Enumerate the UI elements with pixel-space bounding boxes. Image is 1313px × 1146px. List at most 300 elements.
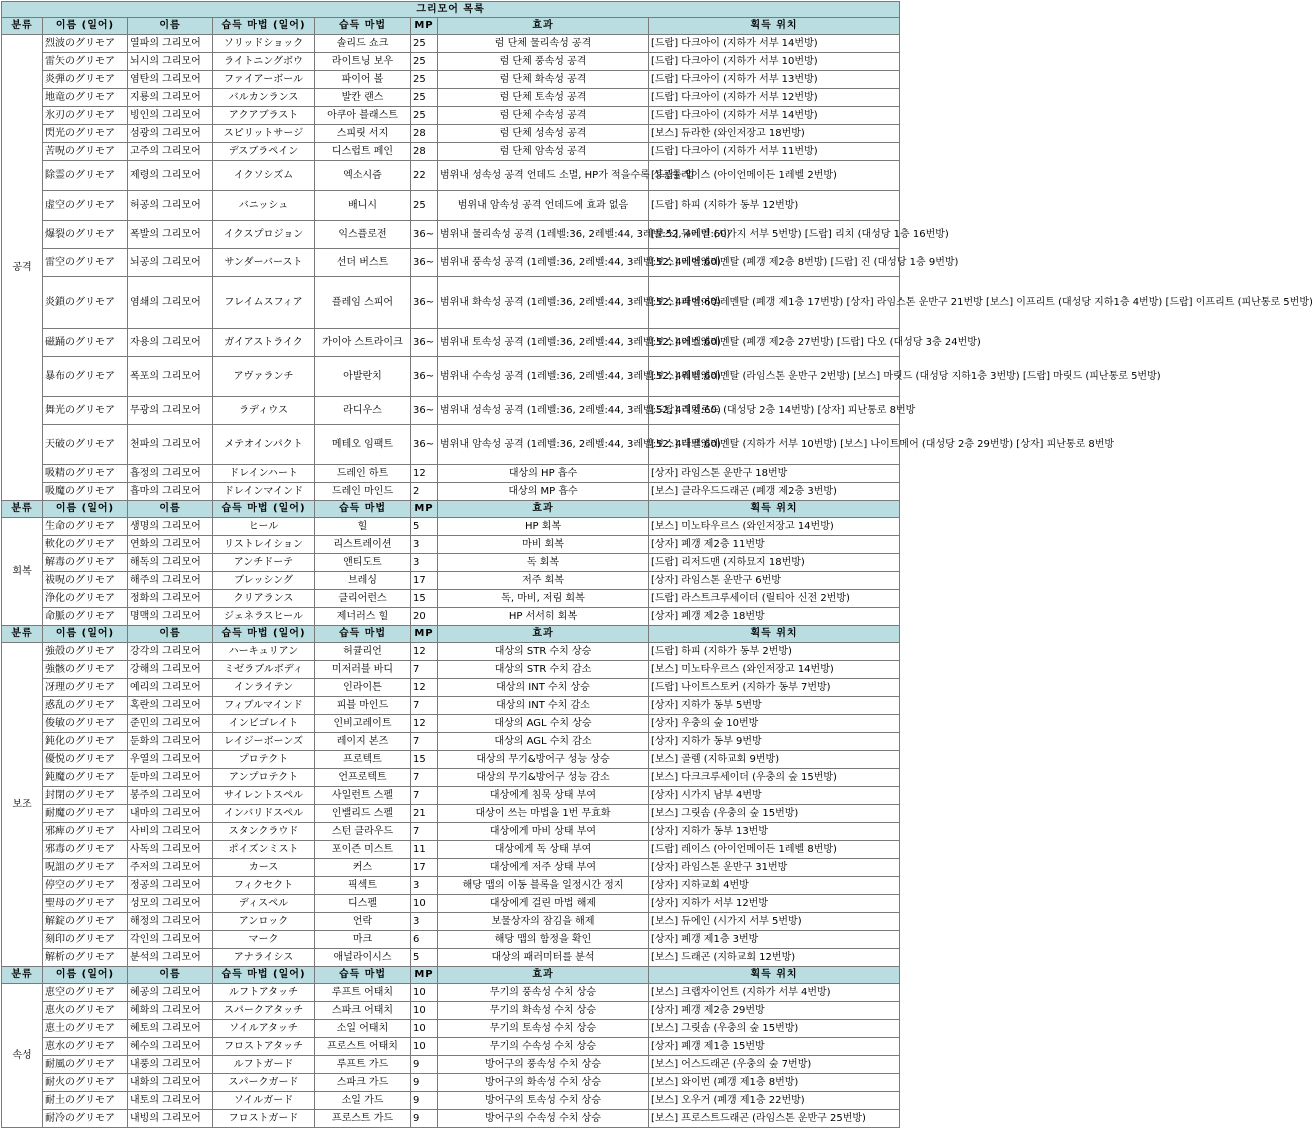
effect-cell: 대상의 AGL 수치 상승 — [438, 715, 649, 733]
spell-name-jp: マーク — [213, 931, 315, 949]
header-effect: 효과 — [438, 626, 649, 643]
grimoire-name-jp: 雷空のグリモア — [43, 249, 128, 277]
spell-name-jp: ガイアストライク — [213, 329, 315, 357]
spell-name-jp: スピリットサージ — [213, 125, 315, 143]
mp-cost: 7 — [411, 661, 438, 679]
spell-name-jp: スパークアタッチ — [213, 1002, 315, 1020]
grimoire-name-jp: 天破のグリモア — [43, 425, 128, 465]
spell-name: 익스플로전 — [315, 221, 411, 249]
effect-cell: 럼 단체 성속성 공격 — [438, 125, 649, 143]
table-row — [2, 191, 900, 221]
mp-cost: 7 — [411, 787, 438, 805]
table-row — [2, 35, 900, 53]
grimoire-name-jp: 耐冷のグリモア — [43, 1110, 128, 1128]
spell-name-jp: アクアブラスト — [213, 107, 315, 125]
spell-name-jp: レイジーボーンズ — [213, 733, 315, 751]
mp-cost: 9 — [411, 1074, 438, 1092]
grimoire-name: 뇌공의 그리모어 — [128, 249, 213, 277]
grimoire-name-jp: 吸魔のグリモア — [43, 483, 128, 501]
location-cell: [보스] 듀에인 (시가지 서부 5번방) — [649, 913, 900, 931]
location-cell: [드랍] 리저드맨 (지하묘지 18번방) — [649, 554, 900, 572]
table-row — [2, 787, 900, 805]
header-effect: 효과 — [438, 18, 649, 35]
table-row — [2, 143, 900, 161]
spell-name-jp: イクソシズム — [213, 161, 315, 191]
spell-name-jp: ディスペル — [213, 895, 315, 913]
header-name: 이름 — [128, 967, 213, 984]
grimoire-name-jp: 吸精のグリモア — [43, 465, 128, 483]
mp-cost: 22 — [411, 161, 438, 191]
mp-cost: 36~ — [411, 425, 438, 465]
location-cell: [드랍] 하피 (지하가 동부 12번방) — [649, 191, 900, 221]
spell-name: 언락 — [315, 913, 411, 931]
mp-cost: 10 — [411, 1020, 438, 1038]
grimoire-name-jp: 炎鎖のグリモア — [43, 277, 128, 329]
location-cell: [드랍] 다크아이 (지하가 서부 14번방) — [649, 107, 900, 125]
grimoire-name: 성모의 그리모어 — [128, 895, 213, 913]
table-row — [2, 89, 900, 107]
mp-cost: 10 — [411, 895, 438, 913]
mp-cost: 36~ — [411, 357, 438, 397]
location-cell: [상자] 폐갱 제1층 15번방 — [649, 1038, 900, 1056]
mp-cost: 5 — [411, 949, 438, 967]
spell-name: 프로텍트 — [315, 751, 411, 769]
spell-name: 스피릿 서지 — [315, 125, 411, 143]
effect-cell: 대상에게 마비 상태 부여 — [438, 823, 649, 841]
effect-cell: HP 회복 — [438, 518, 649, 536]
effect-cell: 방어구의 풍속성 수치 상승 — [438, 1056, 649, 1074]
table-row — [2, 397, 900, 425]
grimoire-name: 주저의 그리모어 — [128, 859, 213, 877]
grimoire-name: 연화의 그리모어 — [128, 536, 213, 554]
grimoire-name-jp: 地竜のグリモア — [43, 89, 128, 107]
effect-cell: 대상의 AGL 수치 감소 — [438, 733, 649, 751]
grimoire-name-jp: 刻印のグリモア — [43, 931, 128, 949]
spell-name-jp: ソリッドショック — [213, 35, 315, 53]
grimoire-name-jp: 封閉のグリモア — [43, 787, 128, 805]
location-cell: [보스] 와이번 (폐갱 제1층 8번방) — [649, 1074, 900, 1092]
mp-cost: 10 — [411, 1038, 438, 1056]
effect-cell: 무기의 화속성 수치 상승 — [438, 1002, 649, 1020]
spell-name-jp: リストレイション — [213, 536, 315, 554]
location-cell: [보스] 워터엘레멘탈 (라임스톤 운반구 2번방) [보스] 마릿드 (대성당 지하1층 3번방) [드랍] 마릿드 (피난통로 5번방) — [649, 357, 900, 397]
table-row — [2, 1110, 900, 1128]
location-cell: [상자] 폐갱 제1층 3번방 — [649, 931, 900, 949]
spell-name-jp: スパークガード — [213, 1074, 315, 1092]
mp-cost: 7 — [411, 697, 438, 715]
location-cell: [상자] 지하가 동부 13번방 — [649, 823, 900, 841]
table-title-row — [2, 2, 900, 18]
spell-name: 발칸 랜스 — [315, 89, 411, 107]
mp-cost: 5 — [411, 518, 438, 536]
table-row — [2, 357, 900, 397]
spell-name: 드레인 마인드 — [315, 483, 411, 501]
grimoire-name: 정공의 그리모어 — [128, 877, 213, 895]
location-cell: [보스] 다크엘레멘탈 (지하가 서부 10번방) [보스] 나이트메어 (대성당 2층 29번방) [상자] 피난통로 8번방 — [649, 425, 900, 465]
table-row — [2, 805, 900, 823]
mp-cost: 3 — [411, 536, 438, 554]
grimoire-name: 혹란의 그리모어 — [128, 697, 213, 715]
header-name-jp: 이름 (일어) — [43, 967, 128, 984]
grimoire-name-jp: 氷刃のグリモア — [43, 107, 128, 125]
grimoire-name-jp: 雷矢のグリモア — [43, 53, 128, 71]
grimoire-name: 내빙의 그리모어 — [128, 1110, 213, 1128]
grimoire-name: 해독의 그리모어 — [128, 554, 213, 572]
header-location: 획득 위치 — [649, 967, 900, 984]
effect-cell: 보물상자의 잠김을 해제 — [438, 913, 649, 931]
mp-cost: 7 — [411, 733, 438, 751]
table-row — [2, 1020, 900, 1038]
header-spell: 습득 마법 — [315, 967, 411, 984]
mp-cost: 12 — [411, 465, 438, 483]
spell-name: 디스럽트 페인 — [315, 143, 411, 161]
spell-name: 언프로텍트 — [315, 769, 411, 787]
spell-name: 배니시 — [315, 191, 411, 221]
table-row — [2, 877, 900, 895]
spell-name: 리스트레이션 — [315, 536, 411, 554]
table-row — [2, 769, 900, 787]
mp-cost: 7 — [411, 769, 438, 787]
grimoire-name: 내화의 그리모어 — [128, 1074, 213, 1092]
grimoire-name-jp: 虚空のグリモア — [43, 191, 128, 221]
table-row — [2, 679, 900, 697]
effect-cell: 범위내 성속성 공격 언데드 소멸, HP가 적을수록 성공률 업 — [438, 161, 649, 191]
header-name: 이름 — [128, 501, 213, 518]
effect-cell: 대상의 패러미터를 분석 — [438, 949, 649, 967]
effect-cell: 범위내 토속성 공격 (1레벨:36, 2레벨:44, 3레벨:52, 4레벨:60) — [438, 329, 649, 357]
spell-name-jp: フィブルマインド — [213, 697, 315, 715]
grimoire-name-jp: 鈍魔のグリモア — [43, 769, 128, 787]
spell-name: 인비고레이트 — [315, 715, 411, 733]
effect-cell: 해당 맵의 이동 블록을 일정시간 정지 — [438, 877, 649, 895]
grimoire-name-jp: 耐魔のグリモア — [43, 805, 128, 823]
grimoire-name: 사독의 그리모어 — [128, 841, 213, 859]
spell-name: 루프트 어태치 — [315, 984, 411, 1002]
table-row — [2, 1056, 900, 1074]
mp-cost: 36~ — [411, 329, 438, 357]
effect-cell: 럼 단체 화속성 공격 — [438, 71, 649, 89]
header-row — [2, 501, 900, 518]
effect-cell: 범위내 암속성 공격 (1레벨:36, 2레벨:44, 3레벨:52, 4레벨:60) — [438, 425, 649, 465]
table-row — [2, 1092, 900, 1110]
header-mp: MP — [411, 967, 438, 984]
location-cell: [보스] 파이어엘레멘탈 (폐갱 제1층 17번방) [상자] 라임스톤 운반구 21번방 [보스] 이프리트 (대성당 지하1층 4번방) [드랍] 이프리트 (피난통로 5번방) — [649, 277, 900, 329]
location-cell: [보스] 다크크루세이더 (우충의 숲 15번방) — [649, 769, 900, 787]
location-cell: [상자] 라임스톤 운반구 31번방 — [649, 859, 900, 877]
grimoire-name-jp: 呪詛のグリモア — [43, 859, 128, 877]
effect-cell: 방어구의 수속성 수치 상승 — [438, 1110, 649, 1128]
mp-cost: 25 — [411, 71, 438, 89]
mp-cost: 9 — [411, 1056, 438, 1074]
spell-name-jp: ドレインマインド — [213, 483, 315, 501]
grimoire-name: 명맥의 그리모어 — [128, 608, 213, 626]
grimoire-name: 흡정의 그리모어 — [128, 465, 213, 483]
grimoire-name-jp: 軟化のグリモア — [43, 536, 128, 554]
table-row — [2, 697, 900, 715]
spell-name-jp: フロストアタッチ — [213, 1038, 315, 1056]
grimoire-name-jp: 烈波のグリモア — [43, 35, 128, 53]
mp-cost: 36~ — [411, 249, 438, 277]
table-row — [2, 107, 900, 125]
mp-cost: 21 — [411, 805, 438, 823]
spell-name: 디스펠 — [315, 895, 411, 913]
table-row — [2, 643, 900, 661]
grimoire-name: 열파의 그리모어 — [128, 35, 213, 53]
location-cell: [보스] 그릿솜 (우충의 숲 15번방) — [649, 1020, 900, 1038]
header-spell: 습득 마법 — [315, 501, 411, 518]
header-category: 분류 — [2, 18, 43, 35]
header-location: 획득 위치 — [649, 501, 900, 518]
grimoire-name-jp: 優悦のグリモア — [43, 751, 128, 769]
location-cell: [드랍] 레이스 (아이언메이든 1레벨 8번방) — [649, 841, 900, 859]
spell-name: 커스 — [315, 859, 411, 877]
spell-name: 솔리드 쇼크 — [315, 35, 411, 53]
grimoire-name: 염쇄의 그리모어 — [128, 277, 213, 329]
location-cell: [드랍] 다크아이 (지하가 서부 13번방) — [649, 71, 900, 89]
effect-cell: 해당 맵의 함정을 확인 — [438, 931, 649, 949]
effect-cell: 무기의 토속성 수치 상승 — [438, 1020, 649, 1038]
header-effect: 효과 — [438, 501, 649, 518]
grimoire-name-jp: 生命のグリモア — [43, 518, 128, 536]
mp-cost: 3 — [411, 877, 438, 895]
mp-cost: 36~ — [411, 277, 438, 329]
mp-cost: 15 — [411, 751, 438, 769]
spell-name-jp: ジェネラスヒール — [213, 608, 315, 626]
spell-name: 사일런트 스펠 — [315, 787, 411, 805]
spell-name-jp: インビゴレイト — [213, 715, 315, 733]
header-row — [2, 18, 900, 35]
grimoire-name-jp: 耐土のグリモア — [43, 1092, 128, 1110]
mp-cost: 25 — [411, 89, 438, 107]
header-category: 분류 — [2, 967, 43, 984]
mp-cost: 17 — [411, 859, 438, 877]
spell-name-jp: ヒール — [213, 518, 315, 536]
effect-cell: 범위내 풍속성 공격 (1레벨:36, 2레벨:44, 3레벨:52, 4레벨:60) — [438, 249, 649, 277]
header-spell-jp: 습득 마법 (일어) — [213, 501, 315, 518]
location-cell: [드랍] 리치로드 (대성당 2층 14번방) [상자] 피난통로 8번방 — [649, 397, 900, 425]
grimoire-name-jp: 聖母のグリモア — [43, 895, 128, 913]
location-cell: [보스] 어스엘레멘탈 (폐갱 제2층 27번방) [드랍] 다오 (대성당 3층 24번방) — [649, 329, 900, 357]
effect-cell: 럼 단체 암속성 공격 — [438, 143, 649, 161]
location-cell: [상자] 라임스톤 운반구 18번방 — [649, 465, 900, 483]
spell-name-jp: ソイルアタッチ — [213, 1020, 315, 1038]
spell-name: 프로스트 가드 — [315, 1110, 411, 1128]
mp-cost: 9 — [411, 1110, 438, 1128]
spell-name: 파이어 볼 — [315, 71, 411, 89]
header-spell-jp: 습득 마법 (일어) — [213, 967, 315, 984]
effect-cell: 마비 회복 — [438, 536, 649, 554]
location-cell: [보스] 어스드래곤 (우충의 숲 7번방) — [649, 1056, 900, 1074]
table-row — [2, 661, 900, 679]
effect-cell: 대상에게 걸린 마법 해제 — [438, 895, 649, 913]
header-category: 분류 — [2, 501, 43, 518]
spell-name-jp: プロテクト — [213, 751, 315, 769]
spell-name: 픽섹트 — [315, 877, 411, 895]
effect-cell: 대상의 무기&방어구 성능 상승 — [438, 751, 649, 769]
table-row — [2, 277, 900, 329]
spell-name: 허큘리언 — [315, 643, 411, 661]
spell-name: 힐 — [315, 518, 411, 536]
mp-cost: 3 — [411, 913, 438, 931]
location-cell: [보스] 오우거 (폐갱 제1층 22번방) — [649, 1092, 900, 1110]
grimoire-name: 지룡의 그리모어 — [128, 89, 213, 107]
spell-name: 인라이튼 — [315, 679, 411, 697]
grimoire-name-jp: 閃光のグリモア — [43, 125, 128, 143]
spell-name: 선더 버스트 — [315, 249, 411, 277]
header-location: 획득 위치 — [649, 18, 900, 35]
spell-name-jp: ブレッシング — [213, 572, 315, 590]
header-name-jp: 이름 (일어) — [43, 501, 128, 518]
spell-name: 스파크 가드 — [315, 1074, 411, 1092]
effect-cell: 방어구의 화속성 수치 상승 — [438, 1074, 649, 1092]
location-cell: [상자] 지하가 서부 12번방 — [649, 895, 900, 913]
grimoire-name: 혜수의 그리모어 — [128, 1038, 213, 1056]
table-row — [2, 572, 900, 590]
grimoire-name: 자용의 그리모어 — [128, 329, 213, 357]
table-row — [2, 1002, 900, 1020]
grimoire-name: 폭발의 그리모어 — [128, 221, 213, 249]
grimoire-name: 무광의 그리모어 — [128, 397, 213, 425]
header-name: 이름 — [128, 18, 213, 35]
mp-cost: 20 — [411, 608, 438, 626]
spell-name-jp: ハーキュリアン — [213, 643, 315, 661]
grimoire-name-jp: 邪毒のグリモア — [43, 841, 128, 859]
mp-cost: 10 — [411, 1002, 438, 1020]
header-name: 이름 — [128, 626, 213, 643]
grimoire-name: 봉주의 그리모어 — [128, 787, 213, 805]
location-cell: [보스] 골렘 (지하교회 9번방) — [649, 751, 900, 769]
location-cell: [보스] 에어엘레멘탈 (폐갱 제2층 8번방) [드랍] 진 (대성당 1층 9번방) — [649, 249, 900, 277]
table-row — [2, 931, 900, 949]
grimoire-name: 사비의 그리모어 — [128, 823, 213, 841]
grimoire-name-jp: 冴理のグリモア — [43, 679, 128, 697]
grimoire-name-jp: 恵水のグリモア — [43, 1038, 128, 1056]
spell-name: 인밸리드 스펠 — [315, 805, 411, 823]
header-row — [2, 967, 900, 984]
mp-cost: 36~ — [411, 397, 438, 425]
table-row — [2, 425, 900, 465]
spell-name: 라이트닝 보우 — [315, 53, 411, 71]
grimoire-name-jp: 強骸のグリモア — [43, 661, 128, 679]
location-cell: [보스] 미노타우르스 (와인저장고 14번방) — [649, 661, 900, 679]
effect-cell: 독, 마비, 저림 회복 — [438, 590, 649, 608]
header-spell: 습득 마법 — [315, 18, 411, 35]
mp-cost: 12 — [411, 643, 438, 661]
grimoire-name-jp: 惑乱のグリモア — [43, 697, 128, 715]
grimoire-name: 혜공의 그리모어 — [128, 984, 213, 1002]
spell-name: 포이즌 미스트 — [315, 841, 411, 859]
spell-name: 브레싱 — [315, 572, 411, 590]
location-cell: [상자] 지하가 동부 9번방 — [649, 733, 900, 751]
grimoire-name: 예리의 그리모어 — [128, 679, 213, 697]
table-row — [2, 483, 900, 501]
category-cell: 회복 — [2, 518, 43, 626]
location-cell: [상자] 라임스톤 운반구 6번방 — [649, 572, 900, 590]
effect-cell: 범위내 수속성 공격 (1레벨:36, 2레벨:44, 3레벨:52, 4레벨:60) — [438, 357, 649, 397]
effect-cell: 독 회복 — [438, 554, 649, 572]
effect-cell: 대상에게 독 상태 부여 — [438, 841, 649, 859]
grimoire-name-jp: 解錠のグリモア — [43, 913, 128, 931]
spell-name: 루프트 가드 — [315, 1056, 411, 1074]
grimoire-name-jp: 祓呪のグリモア — [43, 572, 128, 590]
location-cell: [드랍] 하피 (지하가 동부 2번방) — [649, 643, 900, 661]
effect-cell: 대상의 HP 흡수 — [438, 465, 649, 483]
grimoire-name: 빙인의 그리모어 — [128, 107, 213, 125]
header-spell-jp: 습득 마법 (일어) — [213, 18, 315, 35]
grimoire-name: 준민의 그리모어 — [128, 715, 213, 733]
header-spell-jp: 습득 마법 (일어) — [213, 626, 315, 643]
table-row — [2, 53, 900, 71]
location-cell: [상자] 시가지 남부 4번방 — [649, 787, 900, 805]
grimoire-name: 강해의 그리모어 — [128, 661, 213, 679]
spell-name: 마크 — [315, 931, 411, 949]
grimoire-name: 정화의 그리모어 — [128, 590, 213, 608]
table-row — [2, 733, 900, 751]
table-row — [2, 984, 900, 1002]
table-row — [2, 465, 900, 483]
effect-cell: 럼 단체 물리속성 공격 — [438, 35, 649, 53]
table-row — [2, 554, 900, 572]
grimoire-name-jp: 強殻のグリモア — [43, 643, 128, 661]
location-cell: [드랍] 다크아이 (지하가 서부 12번방) — [649, 89, 900, 107]
effect-cell: 대상의 MP 흡수 — [438, 483, 649, 501]
grimoire-name-jp: 苦呪のグリモア — [43, 143, 128, 161]
effect-cell: 대상이 쓰는 마법을 1번 무효화 — [438, 805, 649, 823]
grimoire-name: 천파의 그리모어 — [128, 425, 213, 465]
spell-name-jp: デスブラペイン — [213, 143, 315, 161]
mp-cost: 12 — [411, 715, 438, 733]
spell-name-jp: メテオインパクト — [213, 425, 315, 465]
header-location: 획득 위치 — [649, 626, 900, 643]
location-cell: [보스] 듀에인 (시가지 서부 5번방) [드랍] 리치 (대성당 1층 16번방) — [649, 221, 900, 249]
grimoire-name-jp: 舞光のグリモア — [43, 397, 128, 425]
mp-cost: 7 — [411, 823, 438, 841]
grimoire-name: 염탄의 그리모어 — [128, 71, 213, 89]
effect-cell: 대상의 INT 수치 감소 — [438, 697, 649, 715]
grimoire-table — [1, 1, 1313, 1128]
table-row — [2, 536, 900, 554]
spell-name-jp: カース — [213, 859, 315, 877]
grimoire-name: 둔화의 그리모어 — [128, 733, 213, 751]
spell-name-jp: フロストガード — [213, 1110, 315, 1128]
effect-cell: 대상에게 침묵 상태 부여 — [438, 787, 649, 805]
category-cell: 보조 — [2, 643, 43, 967]
grimoire-name-jp: 除霊のグリモア — [43, 161, 128, 191]
spell-name-jp: ソイルガード — [213, 1092, 315, 1110]
grimoire-name-jp: 鈍化のグリモア — [43, 733, 128, 751]
spell-name-jp: アヴァランチ — [213, 357, 315, 397]
effect-cell: 범위내 성속성 공격 (1레벨:36, 2레벨:44, 3레벨:52, 4레벨:60) — [438, 397, 649, 425]
grimoire-name: 내풍의 그리모어 — [128, 1056, 213, 1074]
spell-name-jp: ポイズンミスト — [213, 841, 315, 859]
mp-cost: 9 — [411, 1092, 438, 1110]
grimoire-name: 폭포의 그리모어 — [128, 357, 213, 397]
header-effect: 효과 — [438, 967, 649, 984]
header-name-jp: 이름 (일어) — [43, 626, 128, 643]
grimoire-name-jp: 停空のグリモア — [43, 877, 128, 895]
spell-name: 라디우스 — [315, 397, 411, 425]
grimoire-name: 흡마의 그리모어 — [128, 483, 213, 501]
table-row — [2, 949, 900, 967]
location-cell: [보스] 듀라한 (와인저장고 18번방) — [649, 125, 900, 143]
spell-name-jp: インライテン — [213, 679, 315, 697]
table-row — [2, 71, 900, 89]
spell-name-jp: クリアランス — [213, 590, 315, 608]
location-cell: [드랍] 레이스 (아이언메이든 1레벨 2번방) — [649, 161, 900, 191]
grimoire-name: 고주의 그리모어 — [128, 143, 213, 161]
spell-name: 스파크 어태치 — [315, 1002, 411, 1020]
location-cell: [보스] 드래곤 (지하교회 12번방) — [649, 949, 900, 967]
